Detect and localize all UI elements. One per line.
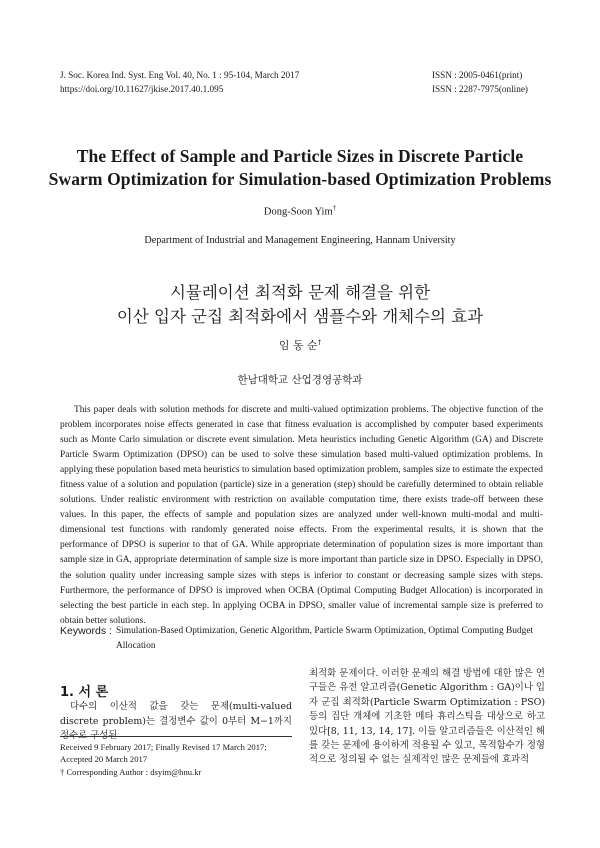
paper-title-korean	[0, 281, 600, 329]
issn-online: ISSN : 2287-7975(online)	[432, 83, 528, 94]
footnote-corresponding: † Corresponding Author : dsyim@hnu.kr	[60, 766, 202, 777]
author-name-ko: 임 동 순	[278, 339, 318, 352]
body-text-left-column: 다수의 이산적 값을 갖는 문제(multi-valued discrete problem)는 결정변수 값이 0부터 M−1까지 정수로 구성된	[60, 701, 292, 741]
affiliation-english: Department of Industrial and Management Engineering, Hannam University	[144, 235, 456, 246]
footnote-received: Received 9 February 2017; Finally Revised 17 March 2017;	[60, 742, 267, 752]
author-mark-ko: †	[317, 338, 322, 347]
author-korean	[0, 337, 600, 353]
title-ko-line1: 시뮬레이션 최적화 문제 해결을 위한	[169, 283, 431, 302]
affiliation-korean: 한남대학교 산업경영공학과	[237, 374, 363, 386]
body-text-right-column: 최적화 문제이다. 이러한 문제의 해결 방법에 대한 많은 연구들은 유전 알고리즘(Genetic Algorithm : GA)이나 입자 군집 최적화(Particle Swarm Optimization : PSO) 등의 집단 개체에 기초한 메타 휴리스틱을 대상으로 하고 있다[8, 11, 13, 14, 17]. 이들 알고리즘들은 이산적인 해를 갖는 문제에 용이하게 적용될 수 있고, 목적함수가 정형적으로 정의될 수 없는 실제적인 많은 문제들에 효과적	[309, 668, 545, 766]
journal-citation: J. Soc. Korea Ind. Syst. Eng Vol. 40, No. 1 : 95-104, March 2017	[60, 70, 300, 80]
issn-block	[432, 69, 528, 96]
author-name-en: Dong-Soon Yim	[263, 206, 333, 218]
footnote-accepted: Accepted 20 March 2017	[60, 754, 148, 765]
title-ko-line2: 이산 입자 군집 최적화에서 샘플수와 개체수의 효과	[116, 307, 484, 326]
paper-title-english	[0, 145, 600, 191]
title-en-line1: The Effect of Sample and Particle Sizes in Discrete Particle	[76, 146, 524, 166]
title-en-line2: Swarm Optimization for Simulation-based Optimization Problems	[48, 169, 552, 189]
journal-header	[60, 69, 299, 96]
section-heading-introduction: 1. 서 론	[60, 685, 109, 700]
doi-link[interactable]: https://doi.org/10.11627/jkise.2017.40.1.095	[60, 83, 224, 94]
keywords-text: Simulation-Based Optimization, Genetic Algorithm, Particle Swarm Optimization, Optimal Computing Budget Allocation	[115, 626, 534, 651]
issn-print: ISSN : 2005-0461(print)	[432, 70, 523, 80]
keywords	[60, 624, 543, 654]
author-mark-en: †	[332, 204, 337, 212]
author-english	[0, 204, 600, 218]
abstract: This paper deals with solution methods for discrete and multi-valued optimization problems. The objective function of the problem incorporates noise effects generated in case that fitness evaluation is accomplished by computer based experiments such as Monte Carlo simulation or discrete event simulation. Meta heuristics including Genetic Algorithm (GA) and Discrete Particle Swarm Optimization (DPSO) can be used to solve these simulation based multi-valued optimization problems. In applying these population based meta heuristics to simulation based optimization problem, samples size to estimate the expected fitness value of a solution and population (particle) size in a generation (step) should be carefully determined to obtain reliable solutions. Under realistic environment with restriction on available computation time, there exists trade-off between these values. In this paper, the effects of sample and population sizes are analyzed under well-known multi-modal and multi-dimensional test functions with randomly generated noise effects. From the experimental results, it is shown that the performance of DPSO is superior to that of GA. While appropriate determination of population sizes is more important than sample size in GA, appropriate determination of sample size is more important than particle size in DPSO. Especially in DPSO, the solution quality under increasing sample sizes with steps is inferior to constant or decreasing sample sizes with steps. Furthermore, the performance of DPSO is improved when OCBA (Optimal Computing Budget Allocation) is incorporated in selecting the best particle in each step. In applying OCBA in DPSO, smaller value of incremental sample size is preferred to obtain better solutions.	[60, 405, 543, 626]
keywords-label: Keywords :	[60, 625, 112, 637]
footnote-divider	[60, 736, 292, 737]
footnotes	[60, 741, 300, 778]
